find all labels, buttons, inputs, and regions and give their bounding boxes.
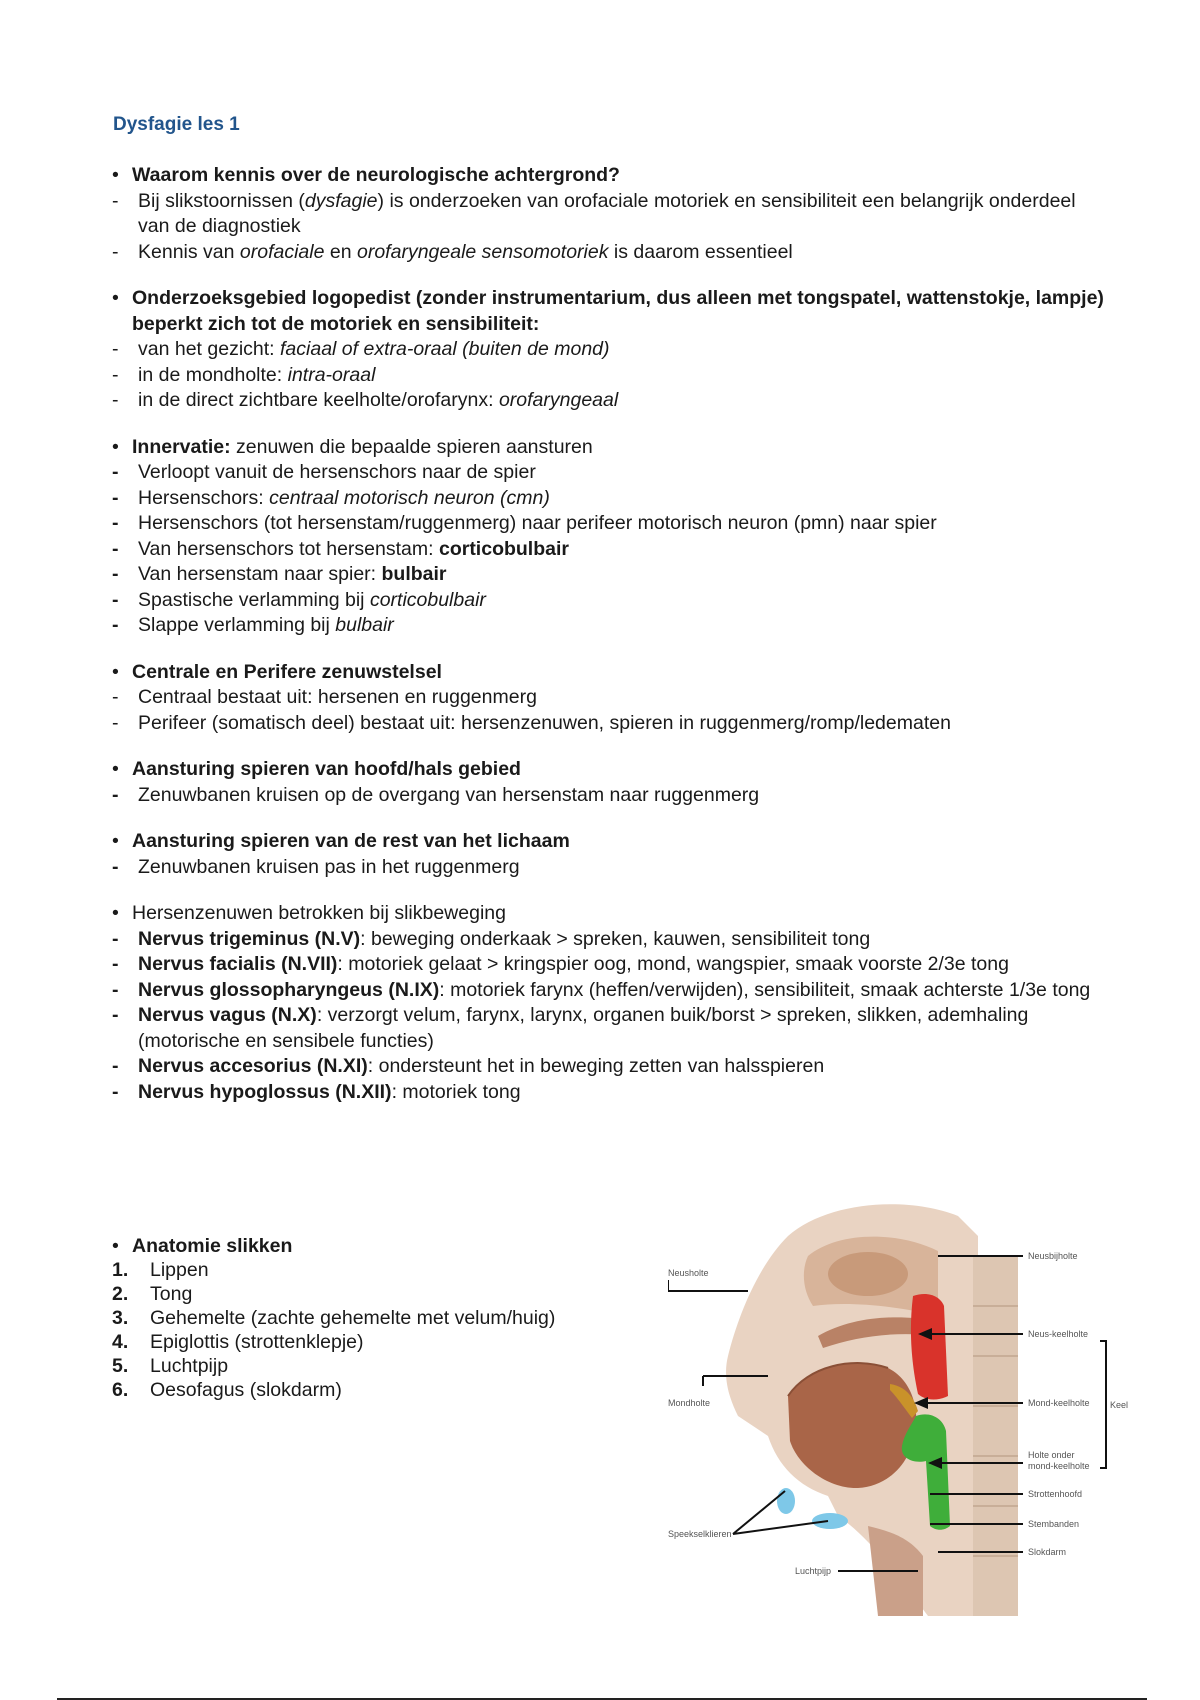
- dash-mark: -: [112, 953, 119, 975]
- label-slokdarm: Slokdarm: [1028, 1547, 1067, 1557]
- text-italic: orofaciale: [239, 240, 325, 263]
- heading-text: Aansturing spieren van de rest van het lichaam: [132, 830, 570, 852]
- heading-text: Anatomie slikken: [132, 1235, 293, 1257]
- text-part: Van hersenstam naar spier:: [138, 563, 382, 585]
- label-strottenhoofd: Strottenhoofd: [1028, 1489, 1083, 1499]
- text-part: zenuwen die bepaalde spieren aansturen: [230, 435, 593, 458]
- section-why-neurology: [112, 163, 1112, 265]
- item-number: 2.: [112, 1283, 129, 1305]
- dash-mark: -: [112, 512, 119, 534]
- text-part: Van hersenschors tot hersenstam:: [138, 537, 439, 560]
- item-text: Zenuwbanen kruisen pas in het ruggenmerg: [138, 855, 520, 878]
- text-bold: Nervus trigeminus (N.V): [138, 927, 361, 950]
- item-text: [138, 588, 1112, 614]
- item-number: 5.: [112, 1355, 129, 1377]
- nasopharynx-region: [911, 1294, 948, 1399]
- heading-text: Onderzoeksgebied logopedist (zonder instrumentarium, dus alleen met tongspatel, wattenstokje, lampje) beperkt zich tot de motoriek en sensibiliteit:: [132, 287, 1104, 335]
- text-part: in de direct zichtbare keelholte/orofarynx:: [138, 389, 499, 411]
- dash-mark: -: [112, 389, 119, 411]
- dash-mark: -: [112, 363, 119, 386]
- list-item: [112, 927, 1112, 953]
- list-item: [112, 1003, 1112, 1054]
- section-heading: [112, 286, 1112, 337]
- item-text: [138, 189, 1112, 240]
- text-part: Kennis van: [138, 240, 240, 263]
- list-item: [112, 1054, 1112, 1080]
- item-text: Gehemelte (zachte gehemelte met velum/huig): [150, 1307, 556, 1329]
- list-item: [112, 952, 1112, 978]
- item-text: [138, 1003, 1112, 1054]
- label-stembanden: Stembanden: [1028, 1519, 1080, 1529]
- item-text: [138, 388, 1112, 414]
- section-anatomy: [112, 1234, 555, 1402]
- list-item: [112, 537, 1112, 563]
- bullet-dot: •: [112, 660, 119, 683]
- bullet-dot: •: [112, 830, 119, 852]
- item-text: [138, 337, 1112, 363]
- list-item: [112, 240, 1112, 266]
- text-italic: bulbair: [335, 614, 394, 636]
- item-text: [138, 613, 1112, 639]
- item-text: [138, 978, 1112, 1004]
- dash-mark: -: [112, 338, 119, 360]
- salivary-gland: [812, 1513, 848, 1529]
- item-text: Hersenschors (tot hersenstam/ruggenmerg) naar perifeer motorisch neuron (pmn) naar spier: [138, 512, 937, 534]
- heading-text: Hersenzenuwen betrokken bij slikbeweging: [132, 902, 506, 924]
- heading-text: [132, 435, 1112, 461]
- item-text: [138, 952, 1112, 978]
- text-bold: Innervatie:: [132, 435, 231, 458]
- item-text: Lippen: [150, 1259, 209, 1281]
- list-item: [112, 1330, 555, 1354]
- list-item: [112, 562, 1112, 588]
- label-speekselklieren: Speekselklieren: [668, 1529, 732, 1539]
- section-heading: [112, 757, 1112, 783]
- item-text: [138, 927, 1112, 953]
- dash-mark: -: [112, 686, 119, 708]
- text-part: en: [324, 240, 357, 263]
- text-part: Hersenschors:: [138, 486, 270, 509]
- text-part: Bij slikstoornissen (: [138, 189, 305, 212]
- item-text: [138, 240, 1112, 266]
- list-item: [112, 1306, 555, 1330]
- text-bold: corticobulbair: [438, 537, 569, 560]
- list-item: [112, 1378, 555, 1402]
- item-text: Centraal bestaat uit: hersenen en ruggenmerg: [138, 686, 537, 708]
- notes-body: [112, 163, 1112, 1126]
- page-title: Dysfagie les 1: [113, 114, 240, 135]
- section-research-area: [112, 286, 1112, 414]
- section-nervous-system: [112, 660, 1112, 737]
- list-item: [112, 588, 1112, 614]
- dash-mark: -: [112, 614, 119, 636]
- heading-text: Waarom kennis over de neurologische achtergrond?: [132, 164, 620, 186]
- item-number: 6.: [112, 1379, 129, 1401]
- text-part: in de mondholte:: [138, 363, 288, 386]
- dash-mark: -: [112, 927, 119, 950]
- dash-mark: -: [112, 1080, 119, 1103]
- label-luchtpijp: Luchtpijp: [795, 1566, 832, 1576]
- section-cranial-nerves: [112, 901, 1112, 1105]
- text-bold: Nervus facialis (N.VII): [138, 953, 338, 975]
- list-item: [112, 511, 1112, 537]
- item-text: [138, 486, 1112, 512]
- list-item: [112, 1354, 555, 1378]
- dash-mark: -: [112, 855, 119, 878]
- list-item: [112, 363, 1112, 389]
- list-item: [112, 337, 1112, 363]
- dash-mark: -: [112, 783, 119, 806]
- list-item: [112, 189, 1112, 240]
- list-item: [112, 783, 1112, 809]
- dash-list: [112, 337, 1112, 414]
- bullet-dot: •: [112, 435, 119, 458]
- section-rest-body: [112, 829, 1112, 880]
- bullet-dot: •: [112, 902, 119, 924]
- item-number: 3.: [112, 1307, 129, 1329]
- label-keel: Keel: [1110, 1400, 1129, 1410]
- text-italic: orofaryngeaal: [498, 389, 619, 411]
- item-text: [138, 537, 1112, 563]
- list-item: [112, 1282, 555, 1306]
- section-heading: [112, 1234, 555, 1258]
- item-text: Verloopt vanuit de hersenschors naar de spier: [138, 461, 536, 483]
- dash-mark: -: [112, 711, 119, 734]
- bullet-dot: •: [112, 758, 119, 780]
- text-part: is daarom essentieel: [608, 240, 793, 263]
- list-item: [112, 685, 1112, 711]
- item-text: [138, 562, 1112, 588]
- numbered-list: [112, 1258, 555, 1402]
- text-part: : verzorgt velum, farynx, larynx, organen buik/borst > spreken, slikken, ademhaling (motorische en sensibele functies): [138, 1004, 1029, 1052]
- text-bold: bulbair: [381, 563, 447, 585]
- text-part: ) is onderzoeken van orofaciale motoriek en sensibiliteit een belangrijk onderdeel van de diagnostiek: [138, 189, 1076, 237]
- dash-mark: -: [112, 1055, 119, 1077]
- text-italic: orofaryngeale sensomotoriek: [357, 240, 609, 263]
- dash-mark: -: [112, 189, 119, 212]
- section-innervation: [112, 435, 1112, 639]
- section-heading: [112, 660, 1112, 686]
- dash-mark: -: [112, 1004, 119, 1026]
- heading-text: Centrale en Perifere zenuwstelsel: [132, 660, 442, 683]
- dash-mark: -: [112, 588, 119, 611]
- item-text: Zenuwbanen kruisen op de overgang van hersenstam naar ruggenmerg: [138, 783, 760, 806]
- item-text: Luchtpijp: [150, 1355, 229, 1377]
- text-italic: intra-oraal: [287, 363, 376, 386]
- text-part: : ondersteunt het in beweging zetten van halsspieren: [367, 1055, 825, 1077]
- text-italic: corticobulbair: [369, 588, 486, 611]
- salivary-gland: [777, 1488, 795, 1514]
- text-part: : motoriek gelaat > kringspier oog, mond, wangspier, smaak voorste 2/3e tong: [337, 953, 1009, 975]
- text-bold: Nervus accesorius (N.XI): [138, 1055, 368, 1077]
- bullet-dot: •: [112, 287, 119, 309]
- dash-list: [112, 927, 1112, 1106]
- item-text: [138, 1080, 1112, 1106]
- text-italic: faciaal of extra-oraal (buiten de mond): [280, 338, 610, 360]
- text-part: Spastische verlamming bij: [138, 588, 370, 611]
- section-heading: [112, 829, 1112, 855]
- text-bold: Nervus glossopharyngeus (N.IX): [138, 978, 440, 1001]
- dash-list: [112, 685, 1112, 736]
- item-text: Tong: [150, 1283, 193, 1305]
- text-part: van het gezicht:: [138, 338, 281, 360]
- list-item: [112, 1258, 555, 1282]
- list-item: [112, 711, 1112, 737]
- list-item: [112, 855, 1112, 881]
- dash-list: [112, 855, 1112, 881]
- dash-mark: -: [112, 240, 119, 263]
- list-item: [112, 388, 1112, 414]
- label-neusholte: Neusholte: [668, 1268, 709, 1278]
- anatomy-figure: [668, 1196, 1178, 1636]
- heading-text: Aansturing spieren van hoofd/hals gebied: [132, 758, 521, 780]
- label-mond-keelholte: Mond-keelholte: [1028, 1398, 1090, 1408]
- label-neus-keelholte: Neus-keelholte: [1028, 1329, 1089, 1339]
- item-text: Perifeer (somatisch deel) bestaat uit: hersenzenuwen, spieren in ruggenmerg/romp/ledematen: [138, 711, 951, 734]
- item-text: Oesofagus (slokdarm): [150, 1379, 342, 1401]
- label-holte-onder: Holte onder: [1028, 1450, 1075, 1460]
- text-part: : beweging onderkaak > spreken, kauwen, sensibiliteit tong: [360, 927, 871, 950]
- text-part: : motoriek farynx (heffen/verwijden), sensibiliteit, smaak achterste 1/3e tong: [439, 978, 1091, 1001]
- list-item: [112, 1080, 1112, 1106]
- text-part: Slappe verlamming bij: [138, 614, 336, 636]
- list-item: [112, 486, 1112, 512]
- list-item: [112, 613, 1112, 639]
- section-heading: [112, 901, 1112, 927]
- text-italic: dysfagie: [304, 189, 378, 212]
- label-mondholte: Mondholte: [668, 1398, 711, 1408]
- text-part: : motoriek tong: [391, 1080, 521, 1103]
- dash-mark: -: [112, 537, 119, 560]
- section-head-neck: [112, 757, 1112, 808]
- head-illustration: [726, 1204, 1018, 1616]
- item-text: [138, 363, 1112, 389]
- dash-mark: -: [112, 563, 119, 585]
- text-bold: Nervus vagus (N.X): [138, 1004, 317, 1026]
- label-holte-onder-2: mond-keelholte: [1028, 1461, 1090, 1471]
- dash-mark: -: [112, 461, 119, 483]
- list-item: [112, 978, 1112, 1004]
- text-bold: Nervus hypoglossus (N.XII): [138, 1080, 392, 1103]
- list-item: [112, 460, 1112, 486]
- item-text: [138, 1054, 1112, 1080]
- label-neusbijholte: Neusbijholte: [1028, 1251, 1078, 1261]
- section-heading: [112, 435, 1112, 461]
- dash-mark: -: [112, 486, 119, 509]
- text-italic: centraal motorisch neuron (cmn): [269, 486, 550, 509]
- item-number: 1.: [112, 1259, 129, 1281]
- bullet-dot: •: [112, 164, 119, 186]
- dash-list: [112, 189, 1112, 266]
- item-text: Epiglottis (strottenklepje): [150, 1331, 364, 1353]
- dash-mark: -: [112, 978, 119, 1001]
- dash-list: [112, 460, 1112, 639]
- dash-list: [112, 783, 1112, 809]
- bullet-dot: •: [112, 1235, 119, 1257]
- item-number: 4.: [112, 1331, 129, 1353]
- section-heading: [112, 163, 1112, 189]
